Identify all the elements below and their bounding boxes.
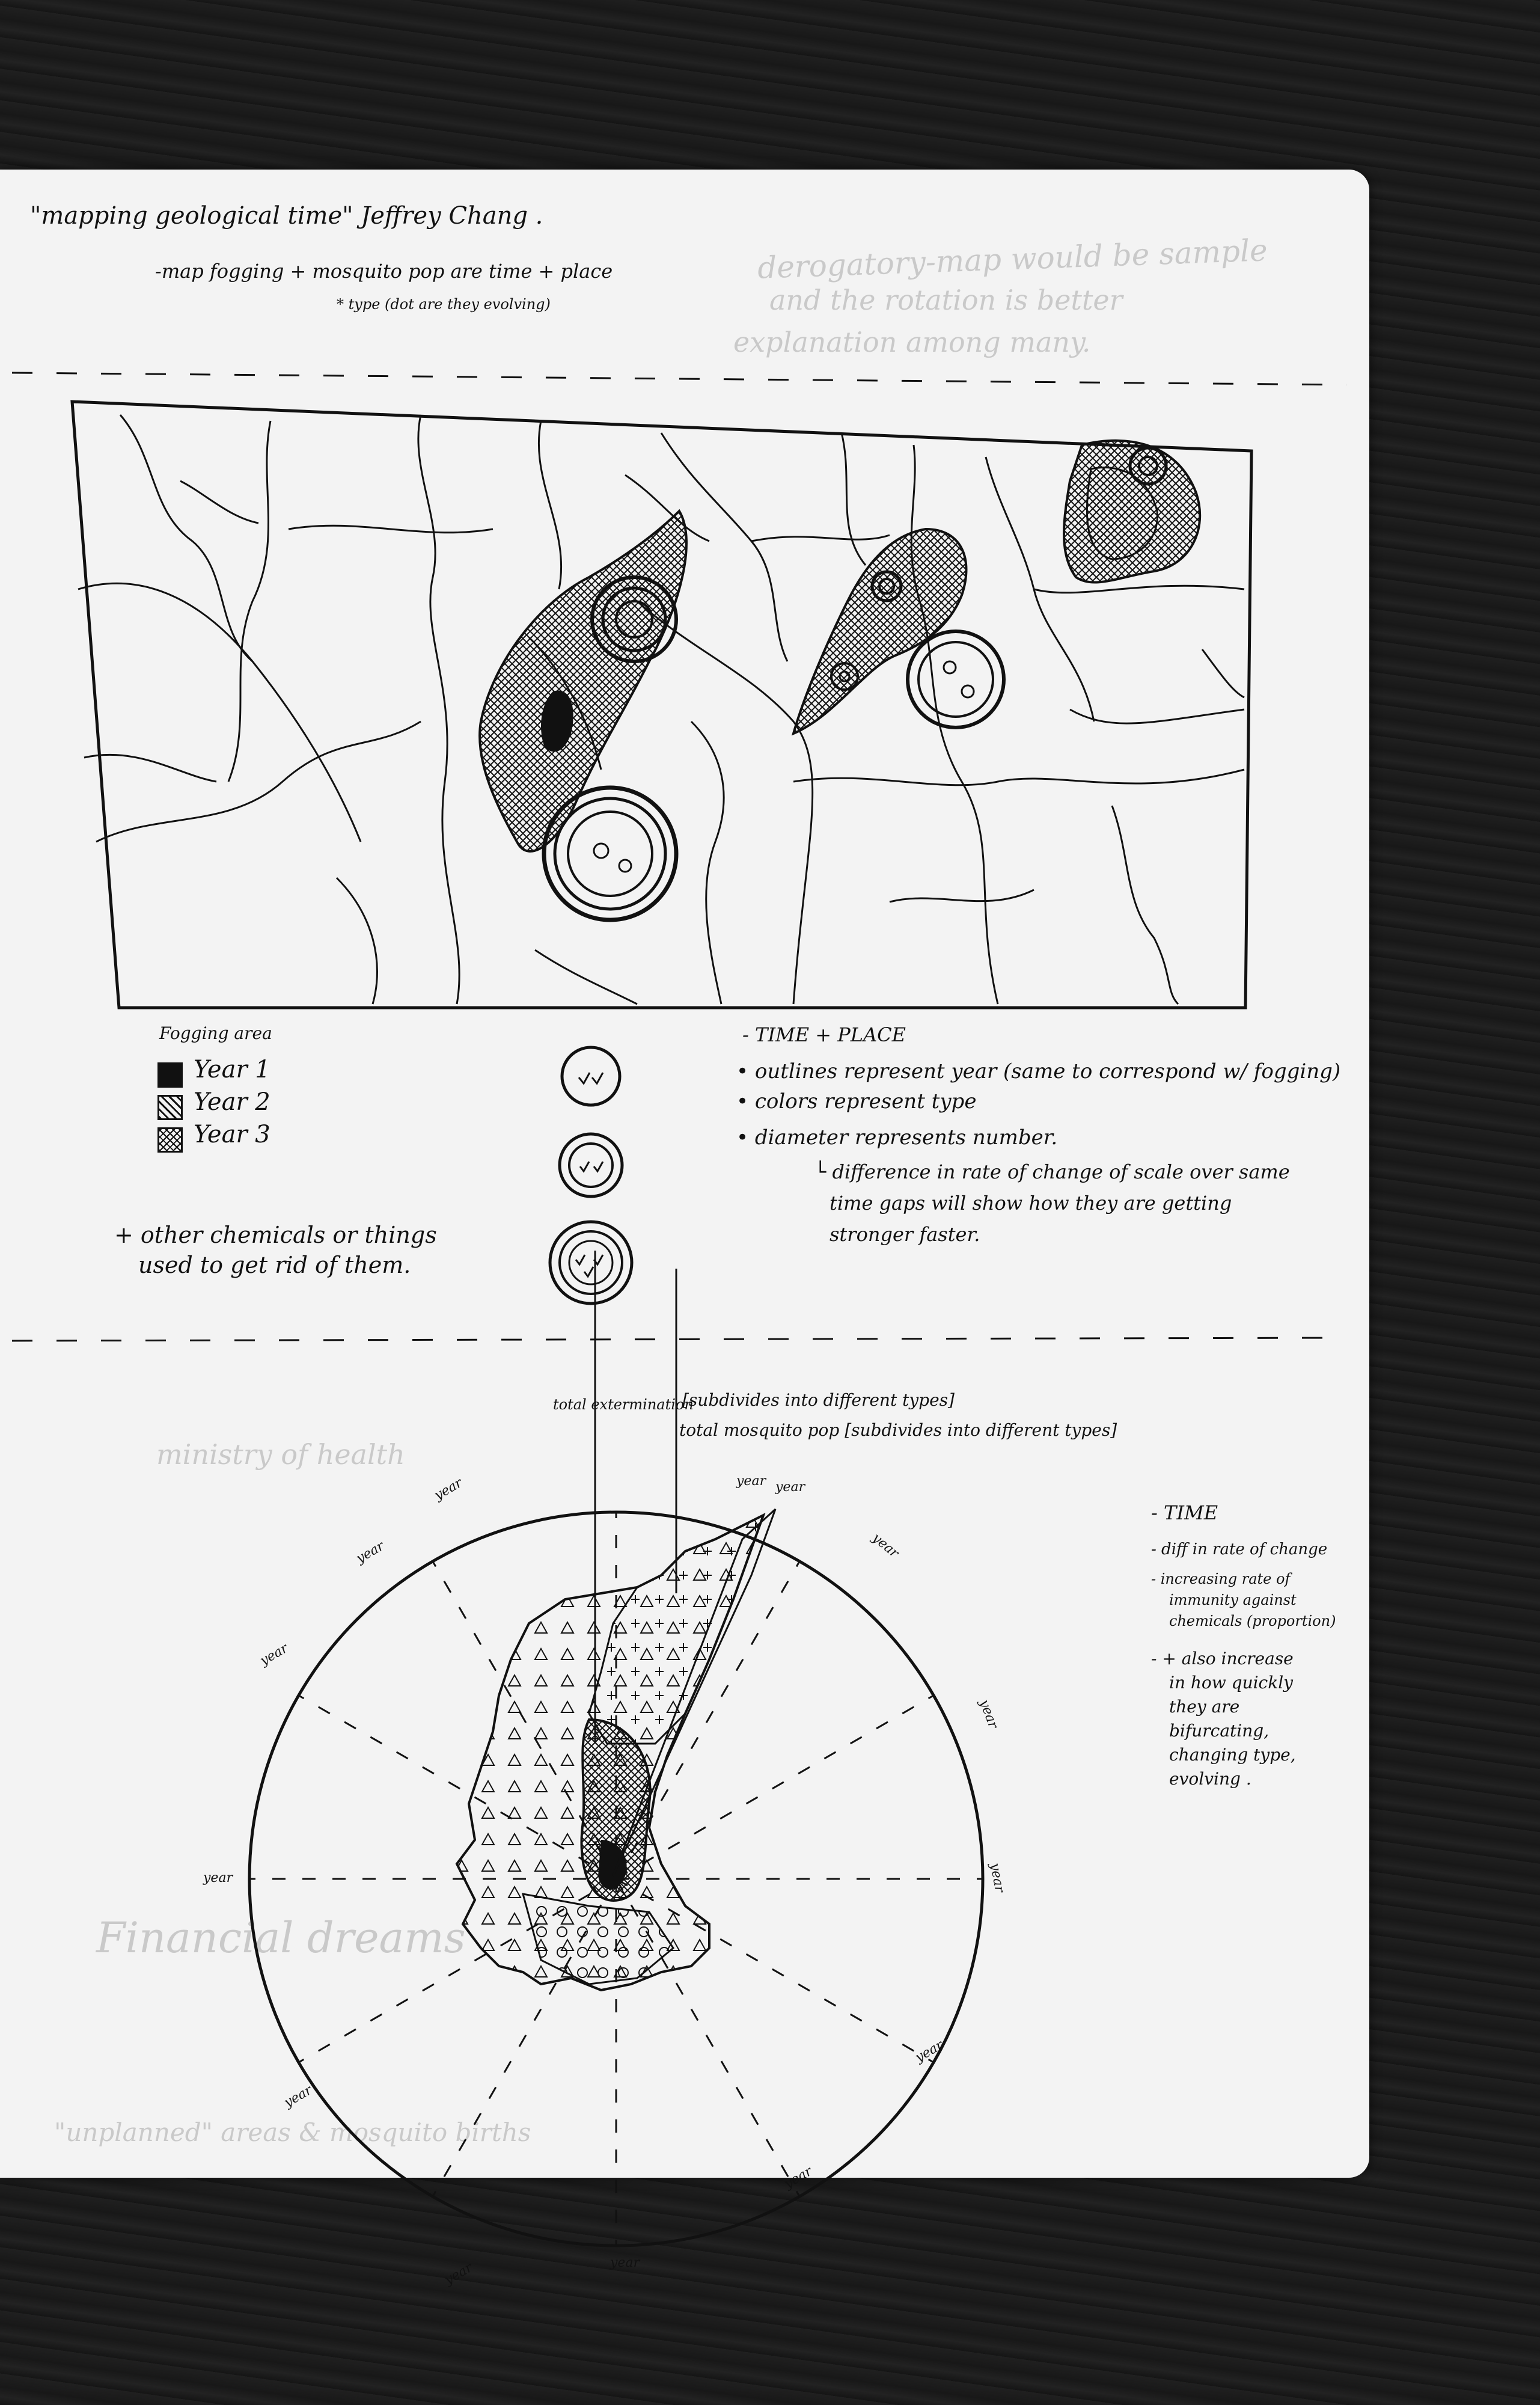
time-place-bullet: • diameter represents number. <box>736 1126 1058 1150</box>
legend-item: Year 3 <box>157 1118 270 1151</box>
time-note: chemicals (proportion) <box>1169 1613 1336 1629</box>
year-label: year <box>281 2082 315 2111</box>
legend-circle-icon <box>562 1047 620 1105</box>
year-label: year <box>610 2255 640 2270</box>
bleed-text: explanation among many. <box>733 326 1091 358</box>
bleed-text: and the rotation is better <box>769 284 1123 316</box>
year-label: year <box>869 1530 902 1561</box>
year-label: year <box>442 2259 475 2288</box>
page-title: "mapping geological time" Jeffrey Chang . <box>30 202 543 230</box>
header-note: * type (dot are they evolving) <box>337 296 551 313</box>
year-label: year <box>736 1474 766 1489</box>
time-note: in how quickly <box>1169 1673 1293 1693</box>
legend-item: Year 1 <box>157 1053 270 1086</box>
bleed-text: "unplanned" areas & mosquito births <box>54 2118 531 2147</box>
legend-title: Fogging area <box>159 1023 272 1043</box>
time-heading: - TIME <box>1151 1501 1218 1524</box>
legend-circle-icon <box>550 1222 632 1304</box>
bleed-text: ministry of health <box>156 1438 405 1471</box>
time-note: bifurcating, <box>1169 1721 1270 1741</box>
time-place-subnote: time gaps will show how they are getting <box>830 1192 1232 1215</box>
time-place-bullet: • outlines represent year (same to correspond w/ fogging) <box>736 1059 1341 1083</box>
separator-line <box>12 373 1346 385</box>
year-label: year <box>987 1861 1007 1894</box>
legend-item: Year 2 <box>157 1086 270 1118</box>
year-label: year <box>353 1538 387 1567</box>
radial-label: total extermination <box>553 1396 694 1413</box>
year-label: year <box>432 1475 465 1504</box>
bleed-text: derogatory-map would be sample <box>757 233 1268 286</box>
fogging-map <box>72 402 1251 1008</box>
year-label: year <box>976 1697 1001 1731</box>
fogging-area-year3 <box>793 529 967 734</box>
time-note: they are <box>1169 1697 1240 1717</box>
year-label: year <box>781 2163 815 2192</box>
year-label: year <box>203 1870 233 1886</box>
time-place-bullet: • colors represent type <box>736 1089 977 1114</box>
header-note: -map fogging + mosquito pop are time + place <box>155 260 613 283</box>
time-place-subnote: └ difference in rate of change of scale over same <box>814 1160 1290 1183</box>
time-note: evolving . <box>1169 1769 1251 1789</box>
radial-label: [subdivides into different types] <box>682 1390 955 1410</box>
time-note: - increasing rate of <box>1151 1570 1291 1587</box>
time-place-subnote: stronger faster. <box>830 1223 980 1246</box>
year-label: year <box>775 1480 805 1495</box>
time-note: - diff in rate of change <box>1151 1540 1328 1558</box>
legend-footnote: + other chemicals or things <box>114 1222 437 1248</box>
legend-footnote: used to get rid of them. <box>138 1252 411 1278</box>
separator-line <box>12 1338 1346 1341</box>
time-place-heading: - TIME + PLACE <box>742 1023 906 1046</box>
year-label: year <box>912 2037 946 2066</box>
legend-circles <box>550 1047 632 1304</box>
radial-time-diagram <box>249 1251 983 2246</box>
time-note: - + also increase <box>1151 1649 1294 1668</box>
year-label: year <box>257 1640 291 1669</box>
time-note: changing type, <box>1169 1745 1296 1765</box>
bleed-text: Financial dreams <box>96 1913 466 1962</box>
radial-label: total mosquito pop [subdivides into different types] <box>679 1420 1117 1440</box>
time-note: immunity against <box>1169 1592 1297 1608</box>
fogging-area-year3 <box>480 511 686 851</box>
